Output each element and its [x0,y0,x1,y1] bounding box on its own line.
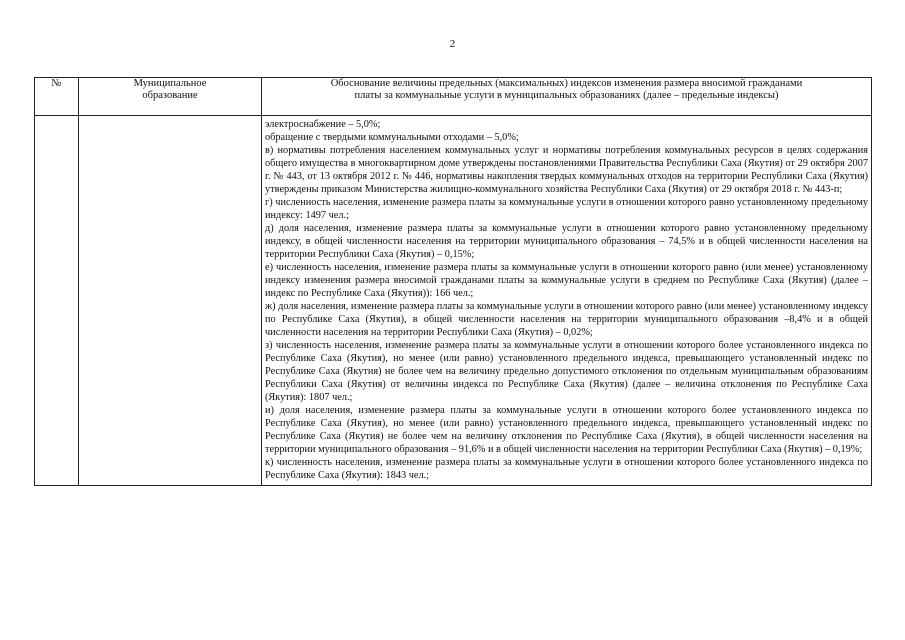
justification-table [34,77,872,486]
header-municipality-line-2: образование [142,90,198,101]
header-justification-line-2: платы за коммунальные услуги в муниципальных образованиях (далее – предельные индексы) [354,90,779,101]
cell-justification [262,116,872,486]
paragraph-v-norms: в) нормативы потребления населением коммунальных услуг и нормативы потребления коммунальных ресурсов в целях содержания общего имущества в многоквартирном доме утверждены постановлениями Правительства Республики Саха (Якутия) от 29 октября 2007 г. № 443, от 13 октября 2012 г. № 446, нормативы накопления твердых коммунальных отходов на территории Республики Саха (Якутия) утверждены приказом Министерства жилищно-коммунального хозяйства Республики Саха (Якутия) от 29 октября 2018 г. № 443-п; [265,145,868,195]
paragraph-solid-waste: обращение с твердыми коммунальными отходами – 5,0%; [265,132,519,143]
header-number: № [35,78,79,116]
paragraph-z-population: з) численность населения, изменение размера платы за коммунальные услуги в отношении которого более установленного индекса по Республике Саха (Якутия), но менее (или равно) установленного предельного индекса, превышающего установленный индекс по Республике Саха (Якутия) не более чем на величину предельно допустимого отклонения по отдельным муниципальным образованиям Республики Саха (Якутия) от величины индекса по Республике Саха (Якутия) (далее – величина отклонения по Республике Саха (Якутия): 1807 чел.; [265,340,868,403]
paragraph-g-population: г) численность населения, изменение размера платы за коммунальные услуги в отношении которого равно установленному предельному индексу: 1497 чел.; [265,197,868,221]
page-number: 2 [449,38,456,50]
table-row [35,116,872,486]
table-header-row [35,78,872,116]
paragraph-d-share: д) доля населения, изменение размера платы за коммунальные услуги в отношении которого равно установленному предельному индексу, в общей численности населения на территории муниципального образования – 74,5% и в общей численности населения на территории Республики Саха (Якутия) – 0,15%; [265,223,868,260]
paragraph-e-population: е) численность населения, изменение размера платы за коммунальные услуги в отношении которого равно (или менее) установленному индексу изменения размера вносимой гражданами платы за коммунальные услуги в среднем по Республике Саха (Якутия) (далее – индекс по Республике Саха (Якутия)): 166 чел.; [265,262,868,299]
header-municipality [79,78,262,116]
paragraph-k-population: к) численность населения, изменение размера платы за коммунальные услуги в отношении которого более установленного индекса по Республике Саха (Якутия): 1843 чел.; [265,457,868,481]
paragraph-zh-share: ж) доля населения, изменение размера платы за коммунальные услуги в отношении которого равно (или менее) установленному индексу по Республике Саха (Якутия), в общей численности населения на территории муниципального образования –8,4% и в общей численности населения на территории Республики Саха (Якутия) – 0,02%; [265,301,868,338]
cell-number [35,116,79,486]
header-municipality-line-1: Муниципальное [133,78,207,89]
header-justification [262,78,872,116]
paragraph-i-share: и) доля населения, изменение размера платы за коммунальные услуги в отношении которого более установленного индекса по Республике Саха (Якутия), но менее (или равно) установленного предельного индекса, превышающего установленный индекс по Республике Саха (Якутия) не более чем на величину отклонения по Республике Саха (Якутия), в общей численности населения на территории муниципального образования – 91,6% и в общей численности населения на территории Республики Саха (Якутия) – 0,19%; [265,405,868,455]
cell-municipality [79,116,262,486]
paragraph-electricity: электроснабжение – 5,0%; [265,119,381,130]
header-justification-line-1: Обоснование величины предельных (максимальных) индексов изменения размера вносимой гражданами [330,78,803,89]
